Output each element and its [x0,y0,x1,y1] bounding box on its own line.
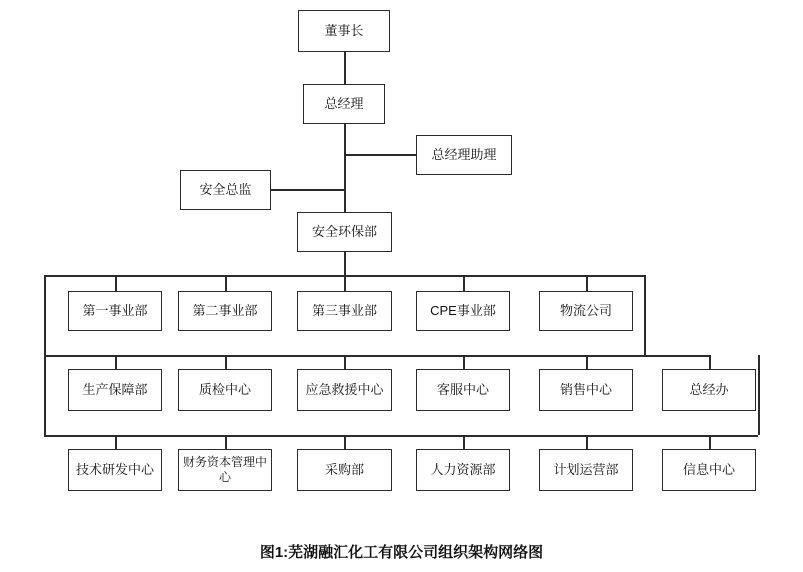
drop-div-cpe [463,275,465,291]
node-logistics-company [539,291,633,331]
drop-gm-office [709,355,711,369]
node-label: 信息中心 [682,461,735,477]
node-label: 采购部 [324,461,364,477]
node-gm-assistant [416,135,512,175]
node-label: 第三事业部 [311,302,377,318]
drop-hr [463,435,465,449]
connector-gm-to-assistant [344,154,416,156]
node-label: 应急救援中心 [305,381,384,397]
riser-left-5-to-6 [44,275,46,355]
node-hr-dept [416,449,510,491]
node-label: 生产保障部 [82,381,148,397]
node-div-3 [297,291,392,331]
connector-safetyenv-down [344,252,346,276]
node-label: 客服中心 [436,381,489,397]
drop-div-3 [344,275,346,291]
node-planning-operations-dept [539,449,633,491]
node-label: 计划运营部 [553,461,619,477]
node-tech-rd-center [68,449,162,491]
riser-right-5-to-6 [644,275,646,355]
figure-caption: 图1:芜湖融汇化工有限公司组织架构网络图 [259,544,544,561]
node-label: 技术研发中心 [75,461,154,477]
drop-quality-center [225,355,227,369]
node-information-center [662,449,756,491]
drop-sales-center [586,355,588,369]
node-label: 第一事业部 [82,302,148,318]
node-label: 质检中心 [198,381,251,397]
node-label: 财务资本管理中心 [182,455,267,484]
connector-gm-spine [344,124,346,212]
bus-level-6 [44,355,710,357]
drop-emergency-center [344,355,346,369]
node-finance-capital-mgmt-center [178,449,272,491]
bus-level-7 [44,435,758,437]
node-safety-env-dept [297,212,392,252]
drop-div-1 [115,275,117,291]
node-customer-service-center [416,369,510,411]
drop-purchasing [344,435,346,449]
node-label: 董事长 [324,22,364,38]
node-purchasing-dept [297,449,392,491]
node-label: 物流公司 [559,302,612,318]
node-quality-center [178,369,272,411]
connector-safety-director-to-spine [271,189,345,191]
node-sales-center [539,369,633,411]
node-div-2 [178,291,272,331]
drop-information-center [709,435,711,449]
drop-logistics [586,275,588,291]
riser-right-6-to-7 [758,355,760,435]
node-gm-office [662,369,756,411]
node-label: CPE事业部 [430,302,496,318]
drop-planning [586,435,588,449]
drop-finance-center [225,435,227,449]
node-label: 销售中心 [559,381,612,397]
node-label: 总经理助理 [431,146,497,162]
node-label: 安全总监 [199,181,252,197]
drop-production-support [115,355,117,369]
node-chairman [298,10,390,52]
riser-left-6-to-7 [44,355,46,435]
node-label: 总经办 [689,381,729,397]
node-emergency-rescue-center [297,369,392,411]
node-label: 人力资源部 [430,461,496,477]
drop-tech-rd [115,435,117,449]
node-safety-director [180,170,271,210]
node-production-support [68,369,162,411]
node-general-manager [303,84,385,124]
node-label: 总经理 [324,95,364,111]
connector-chairman-to-gm [344,52,346,84]
drop-div-2 [225,275,227,291]
node-div-cpe [416,291,510,331]
node-div-1 [68,291,162,331]
node-label: 安全环保部 [311,223,377,239]
node-label: 第二事业部 [192,302,258,318]
drop-customer-service [463,355,465,369]
